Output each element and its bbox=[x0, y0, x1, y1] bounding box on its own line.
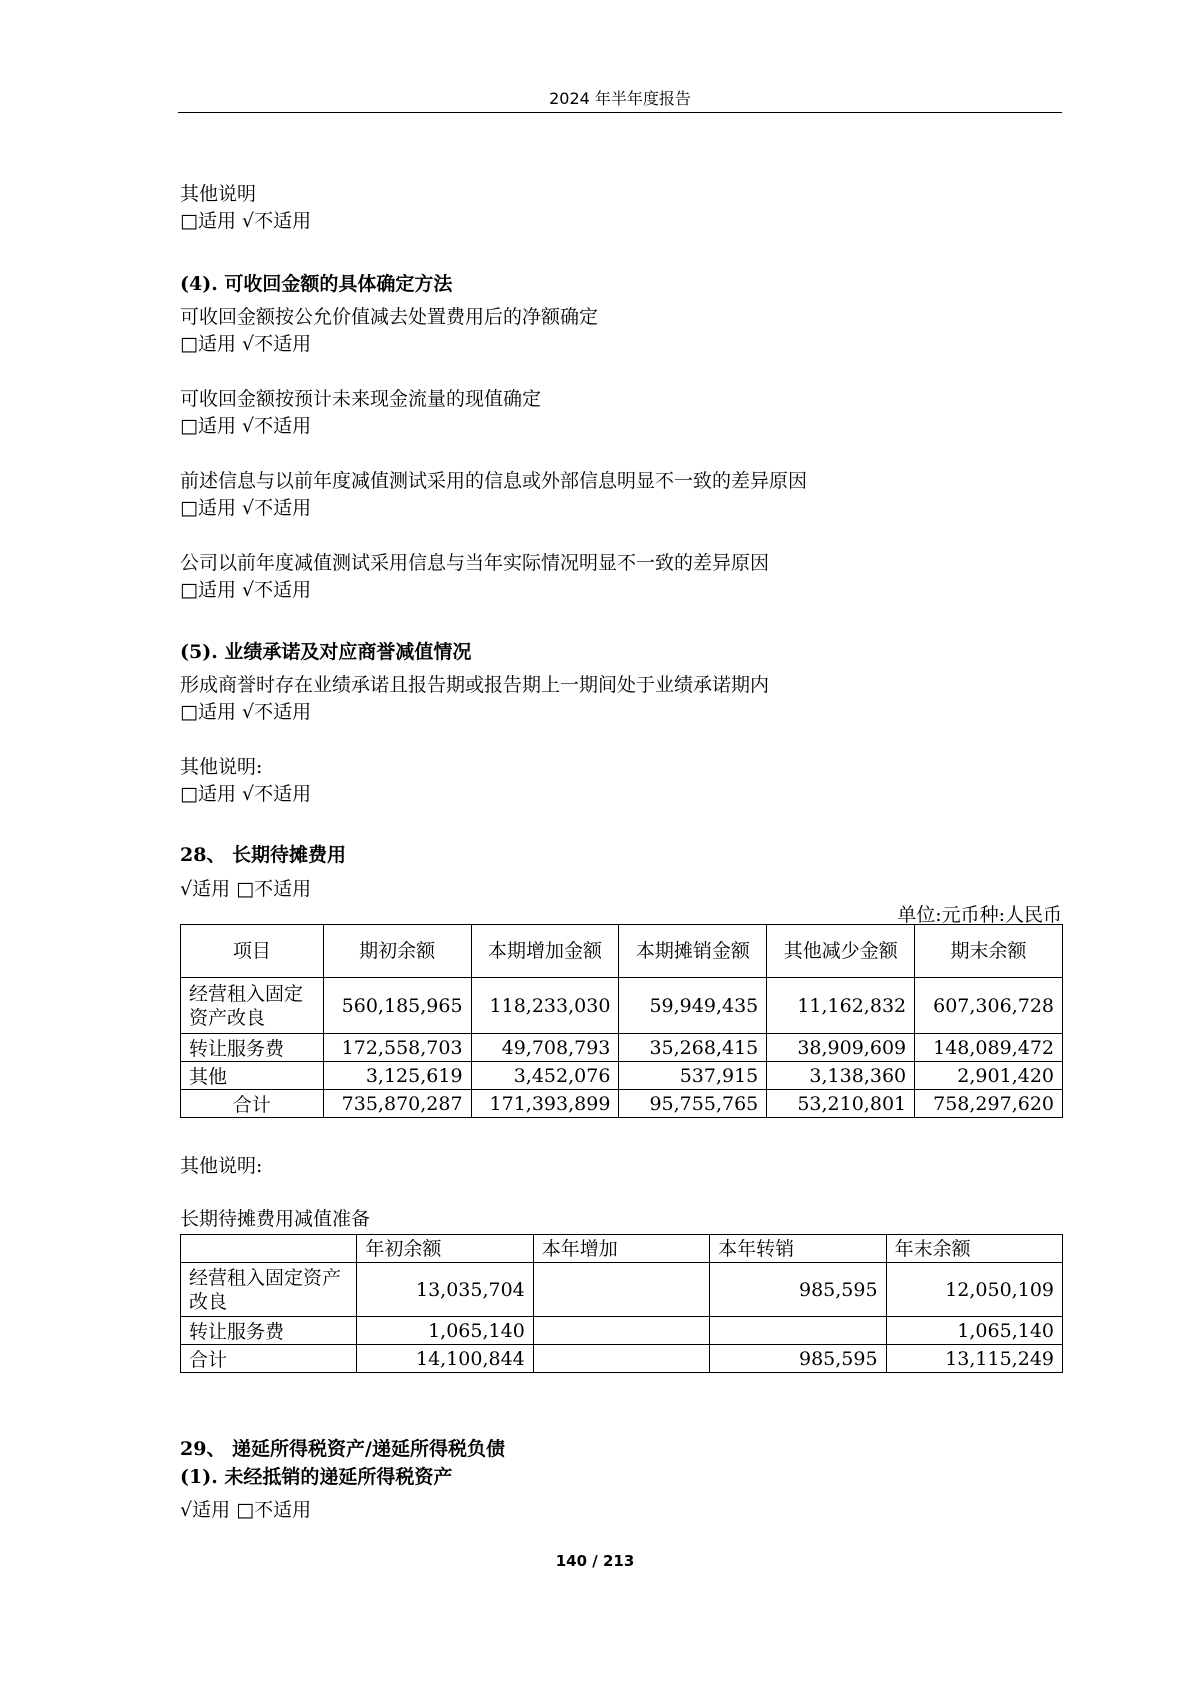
paragraph-text: 前述信息与以前年度减值测试采用的信息或外部信息明显不一致的差异原因 bbox=[180, 470, 808, 492]
table-total-row bbox=[181, 1345, 1063, 1373]
applicability-mark: □适用 √不适用 bbox=[180, 415, 312, 437]
paragraph-text: 可收回金额按预计未来现金流量的现值确定 bbox=[180, 388, 542, 410]
table-cell: 758,297,620 bbox=[915, 1090, 1063, 1118]
table-row bbox=[181, 978, 1063, 1034]
table-cell: 35,268,415 bbox=[619, 1034, 767, 1062]
table-cell: 14,100,844 bbox=[357, 1345, 533, 1373]
table-cell: 1,065,140 bbox=[886, 1317, 1062, 1345]
row-label: 经营租入固定资产改良 bbox=[181, 1263, 357, 1317]
applicability-mark: □适用 √不适用 bbox=[180, 579, 312, 601]
table-caption: 长期待摊费用减值准备 bbox=[180, 1208, 371, 1230]
other-note-label: 其他说明 bbox=[180, 183, 257, 205]
table-cell: 1,065,140 bbox=[357, 1317, 533, 1345]
table-cell: 735,870,287 bbox=[323, 1090, 471, 1118]
table-row bbox=[181, 1062, 1063, 1090]
applicability-mark: □适用 √不适用 bbox=[180, 497, 312, 519]
column-header bbox=[181, 1235, 357, 1263]
column-header: 本年增加 bbox=[533, 1235, 709, 1263]
table-cell bbox=[533, 1317, 709, 1345]
table-header-row bbox=[181, 1235, 1063, 1263]
column-header: 年末余额 bbox=[886, 1235, 1062, 1263]
table-cell: 172,558,703 bbox=[323, 1034, 471, 1062]
column-header: 项目 bbox=[181, 925, 324, 978]
table-cell: 59,949,435 bbox=[619, 978, 767, 1034]
table-cell: 171,393,899 bbox=[471, 1090, 619, 1118]
column-header: 年初余额 bbox=[357, 1235, 533, 1263]
table-cell bbox=[710, 1317, 886, 1345]
table-cell bbox=[533, 1263, 709, 1317]
column-header: 期末余额 bbox=[915, 925, 1063, 978]
applicability-mark: □适用 √不适用 bbox=[180, 210, 312, 232]
table-cell: 38,909,609 bbox=[767, 1034, 915, 1062]
table-cell: 12,050,109 bbox=[886, 1263, 1062, 1317]
section-heading-5: (5). 业绩承诺及对应商誉减值情况 bbox=[180, 641, 472, 663]
row-label: 转让服务费 bbox=[181, 1317, 357, 1345]
column-header: 其他减少金额 bbox=[767, 925, 915, 978]
table-cell bbox=[533, 1345, 709, 1373]
table-cell: 95,755,765 bbox=[619, 1090, 767, 1118]
column-header: 期初余额 bbox=[323, 925, 471, 978]
table-cell: 49,708,793 bbox=[471, 1034, 619, 1062]
section-heading-29: 29、 递延所得税资产/递延所得税负债 bbox=[180, 1438, 505, 1460]
paragraph-text: 形成商誉时存在业绩承诺且报告期或报告期上一期间处于业绩承诺期内 bbox=[180, 674, 770, 696]
header-divider bbox=[178, 112, 1062, 113]
table-header-row bbox=[181, 925, 1063, 978]
table-cell: 985,595 bbox=[710, 1345, 886, 1373]
other-note-label: 其他说明: bbox=[180, 1155, 263, 1177]
column-header: 本期摊销金额 bbox=[619, 925, 767, 978]
applicability-mark: □适用 √不适用 bbox=[180, 783, 312, 805]
paragraph-text: 公司以前年度减值测试采用信息与当年实际情况明显不一致的差异原因 bbox=[180, 552, 770, 574]
table-cell: 560,185,965 bbox=[323, 978, 471, 1034]
table-cell: 11,162,832 bbox=[767, 978, 915, 1034]
subsection-heading: (1). 未经抵销的递延所得税资产 bbox=[180, 1466, 453, 1488]
row-label: 其他 bbox=[181, 1062, 324, 1090]
table-cell: 118,233,030 bbox=[471, 978, 619, 1034]
table-row bbox=[181, 1317, 1063, 1345]
page-header: 2024 年半年度报告 bbox=[549, 89, 691, 108]
table-cell: 13,035,704 bbox=[357, 1263, 533, 1317]
table-row bbox=[181, 1034, 1063, 1062]
section-heading-4: (4). 可收回金额的具体确定方法 bbox=[180, 273, 453, 295]
impairment-provision-table bbox=[180, 1234, 1063, 1373]
applicability-mark: □适用 √不适用 bbox=[180, 701, 312, 723]
table-cell: 3,452,076 bbox=[471, 1062, 619, 1090]
row-label: 经营租入固定资产改良 bbox=[181, 978, 324, 1034]
table-cell: 607,306,728 bbox=[915, 978, 1063, 1034]
table-total-row bbox=[181, 1090, 1063, 1118]
applicability-mark: √适用 □不适用 bbox=[180, 1499, 312, 1521]
table-cell: 3,125,619 bbox=[323, 1062, 471, 1090]
applicability-mark: □适用 √不适用 bbox=[180, 333, 312, 355]
paragraph-text: 可收回金额按公允价值减去处置费用后的净额确定 bbox=[180, 306, 599, 328]
table-cell: 985,595 bbox=[710, 1263, 886, 1317]
table-cell: 3,138,360 bbox=[767, 1062, 915, 1090]
long-term-prepaid-expenses-table bbox=[180, 924, 1063, 1118]
table-cell: 537,915 bbox=[619, 1062, 767, 1090]
column-header: 本期增加金额 bbox=[471, 925, 619, 978]
table-cell: 53,210,801 bbox=[767, 1090, 915, 1118]
column-header: 本年转销 bbox=[710, 1235, 886, 1263]
table-row bbox=[181, 1263, 1063, 1317]
unit-currency-note: 单位:元币种:人民币 bbox=[897, 904, 1062, 926]
section-heading-28: 28、 长期待摊费用 bbox=[180, 844, 347, 866]
other-note-label: 其他说明: bbox=[180, 756, 263, 778]
row-label: 转让服务费 bbox=[181, 1034, 324, 1062]
table-cell: 13,115,249 bbox=[886, 1345, 1062, 1373]
row-label: 合计 bbox=[181, 1345, 357, 1373]
row-label: 合计 bbox=[181, 1090, 324, 1118]
table-cell: 148,089,472 bbox=[915, 1034, 1063, 1062]
page-number: 140 / 213 bbox=[555, 1552, 635, 1570]
table-cell: 2,901,420 bbox=[915, 1062, 1063, 1090]
applicability-mark: √适用 □不适用 bbox=[180, 878, 312, 900]
